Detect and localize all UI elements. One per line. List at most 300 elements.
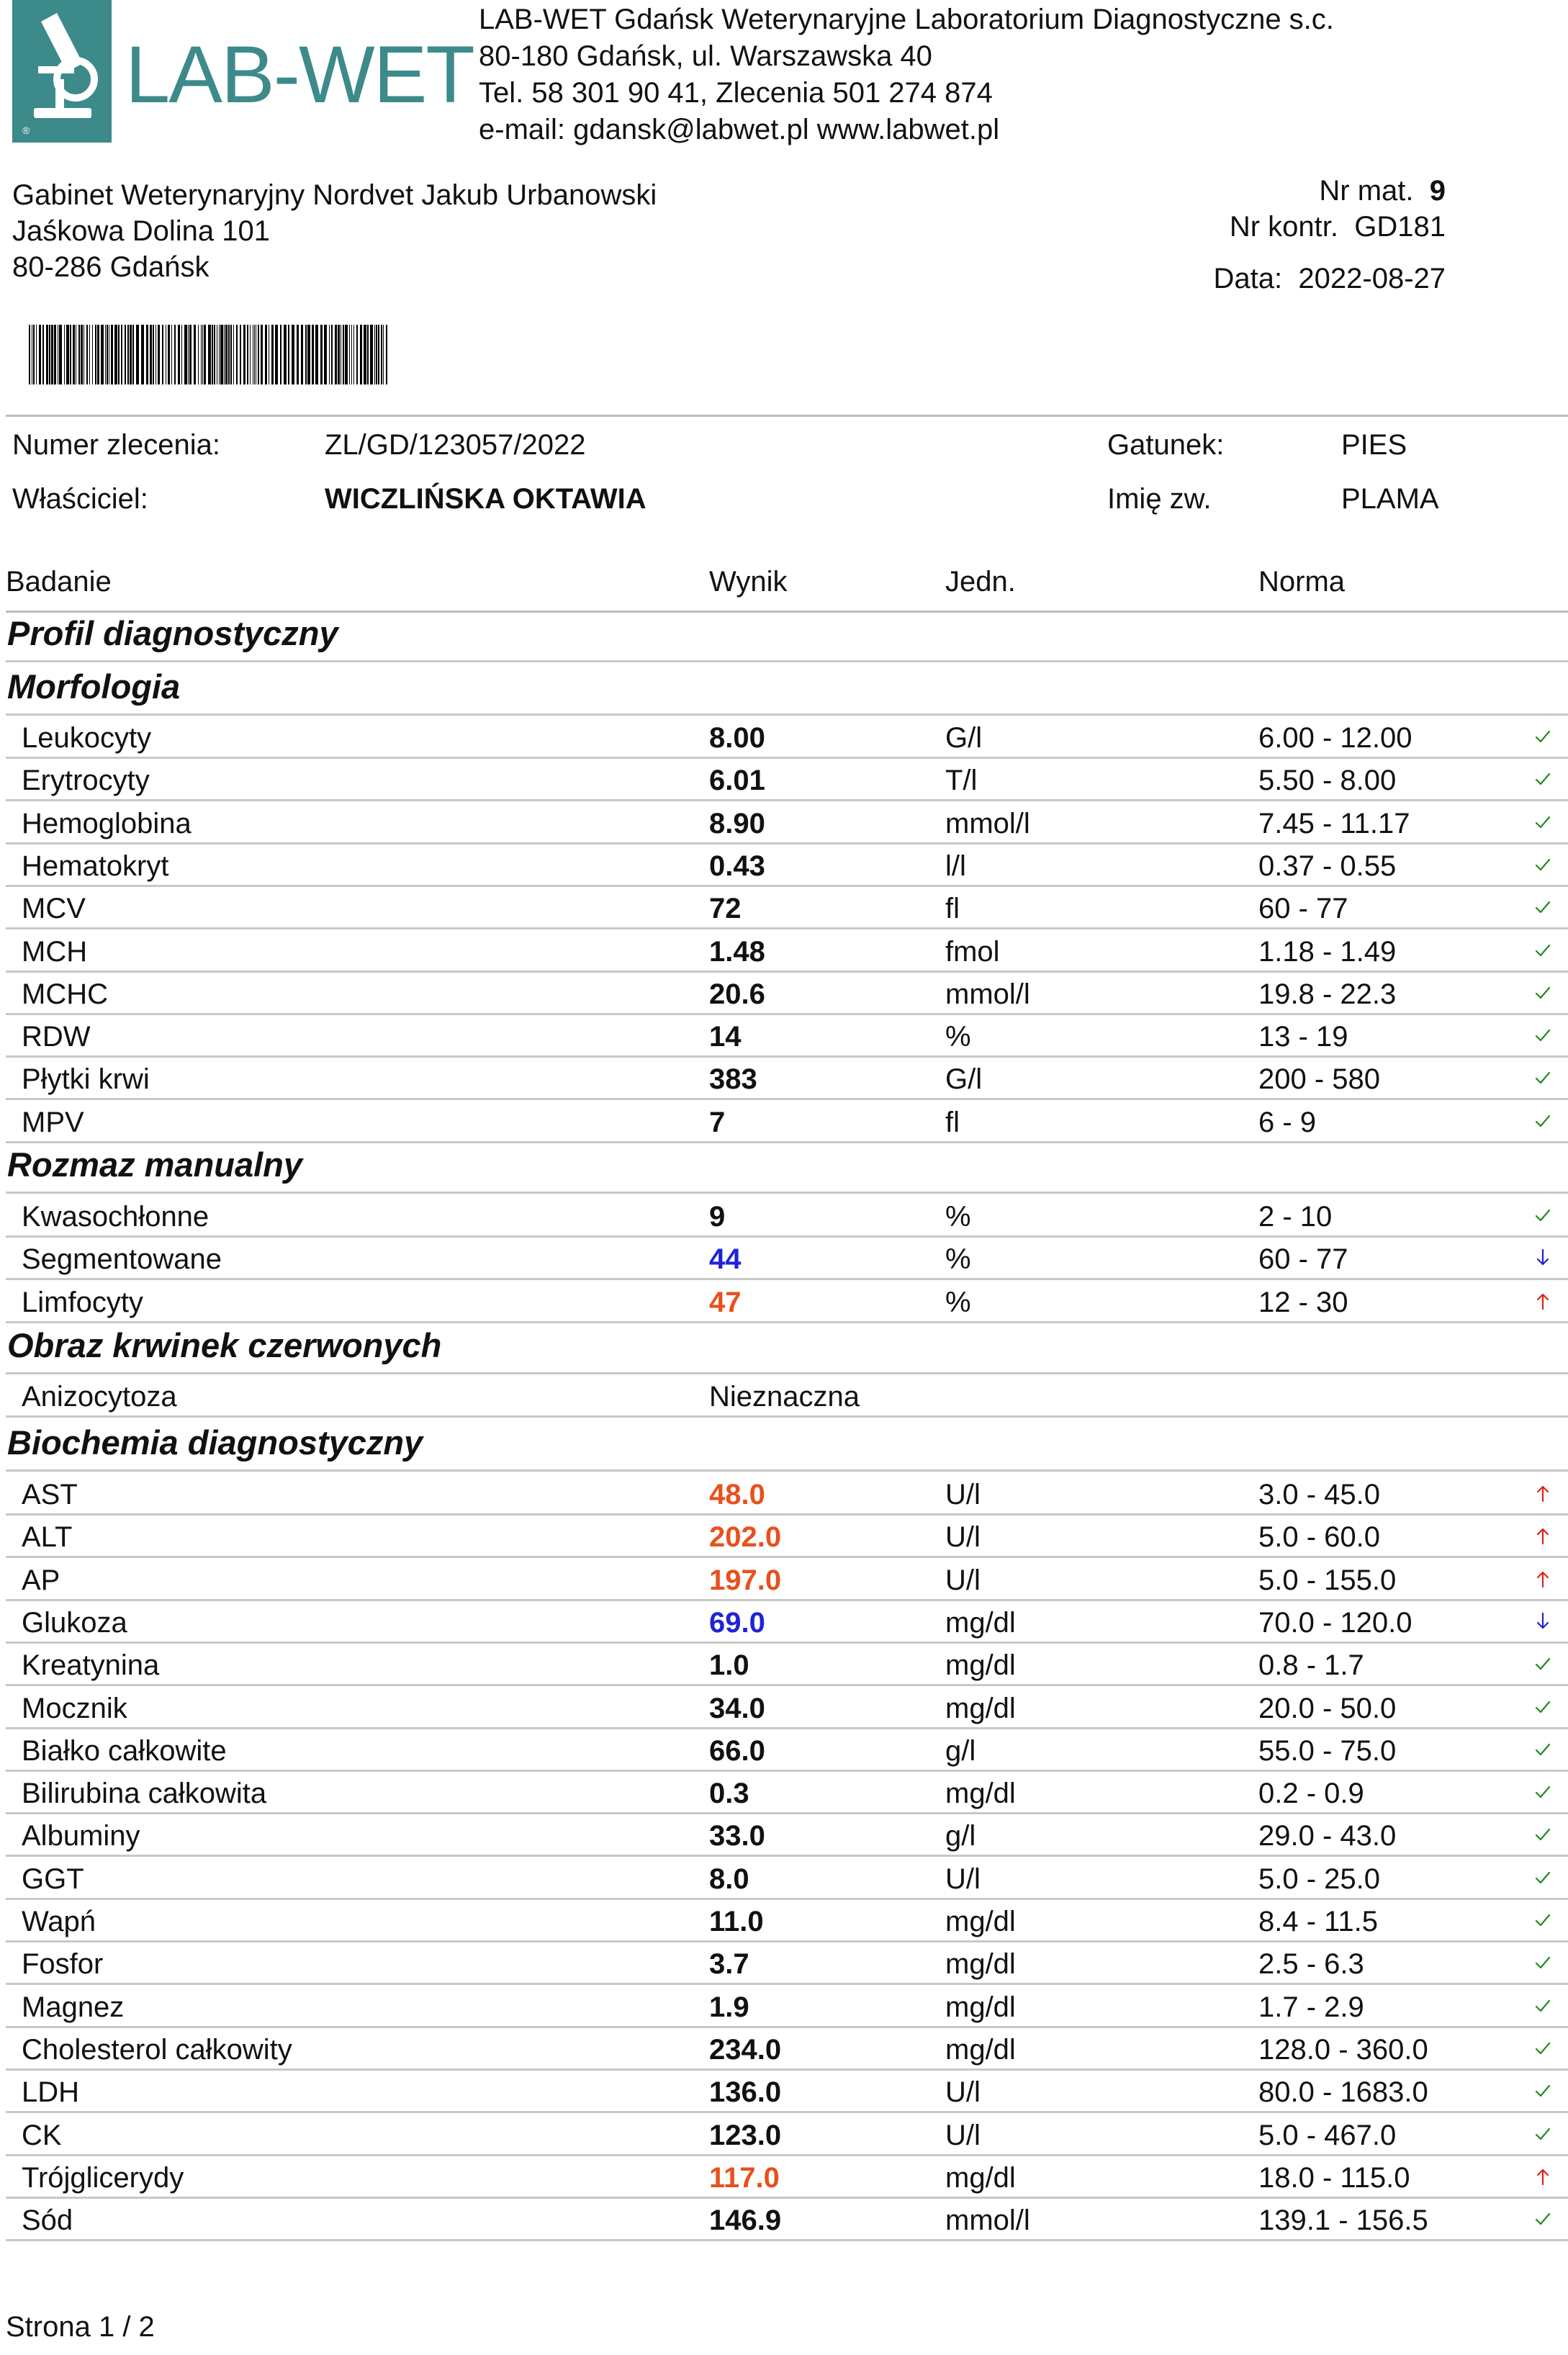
check-icon (1532, 1867, 1554, 1888)
lab-address: 80-180 Gdańsk, ul. Warszawska 40 (479, 40, 932, 72)
table-row (0, 1814, 1568, 1857)
result-value: 34.0 (709, 1692, 765, 1724)
microscope-icon (12, 0, 112, 143)
barcode-bar (381, 325, 382, 384)
barcode-bar (29, 325, 30, 384)
arrow-up-icon (1532, 1568, 1554, 1590)
reference-range: 60 - 77 (1258, 893, 1348, 925)
result-unit: l/l (945, 850, 966, 882)
barcode-bar (356, 325, 358, 384)
table-row (0, 1559, 1568, 1601)
table-row (0, 1238, 1568, 1280)
barcode-bar (212, 325, 213, 384)
date-value: 2022-08-27 (1298, 263, 1446, 294)
result-value: 1.0 (709, 1649, 749, 1682)
reference-range: 2 - 10 (1258, 1201, 1333, 1233)
barcode-bar (275, 325, 278, 384)
test-name: Leukocyty (22, 722, 152, 754)
barcode-bar (184, 325, 187, 384)
result-value: 8.00 (709, 722, 765, 754)
barcode-bar (345, 325, 348, 384)
barcode-bar (86, 325, 88, 384)
arrow-up-icon (1532, 1482, 1554, 1504)
check-icon (1532, 1739, 1554, 1760)
result-unit: U/l (945, 2119, 981, 2151)
reference-range: 7.45 - 11.17 (1258, 807, 1410, 839)
barcode-bar (367, 325, 369, 384)
test-name: Białko całkowite (22, 1734, 227, 1767)
test-name: Hemoglobina (22, 807, 192, 839)
barcode-bar (224, 325, 225, 384)
test-name: Glukoza (22, 1606, 127, 1639)
test-name: Hematokryt (22, 850, 169, 882)
section-title: Profil diagnostyczny (7, 614, 338, 652)
nr-kontr-label: Nr kontr. (1229, 211, 1339, 243)
test-name: Kreatynina (22, 1649, 160, 1682)
result-unit: U/l (945, 1521, 981, 1554)
nr-mat-value: 9 (1429, 175, 1446, 207)
reference-range: 55.0 - 75.0 (1258, 1734, 1397, 1767)
table-row (0, 1101, 1568, 1143)
table-row (0, 2199, 1568, 2241)
row-divider (6, 1141, 1568, 1143)
barcode-bar (114, 325, 117, 384)
result-unit: % (945, 1286, 971, 1318)
reference-range: 12 - 30 (1258, 1286, 1348, 1318)
barcode-bar (202, 325, 203, 384)
barcode-bar (258, 325, 259, 384)
result-value: 33.0 (709, 1820, 765, 1852)
result-unit: mg/dl (945, 1991, 1016, 2023)
barcode-bar (168, 325, 170, 384)
table-row (0, 802, 1568, 845)
result-unit: mmol/l (945, 978, 1030, 1010)
check-icon (1532, 982, 1554, 1004)
barcode-bar (51, 325, 53, 384)
barcode-bar (331, 325, 333, 384)
reference-range: 1.18 - 1.49 (1258, 935, 1397, 968)
check-icon (1532, 1952, 1554, 1973)
barcode-bar (243, 325, 245, 384)
barcode-bar (297, 325, 299, 384)
table-row (0, 759, 1568, 801)
test-name: Segmentowane (22, 1243, 222, 1276)
barcode-bar (315, 325, 318, 384)
check-icon (1532, 2080, 1554, 2102)
barcode-bar (150, 325, 152, 384)
result-value: 197.0 (709, 1564, 782, 1596)
owner-name: WICZLIŃSKA OKTAWIA (325, 483, 646, 515)
barcode-bar (111, 325, 113, 384)
divider (6, 415, 1568, 417)
result-value: 47 (709, 1286, 742, 1318)
arrow-up-icon (1532, 1525, 1554, 1546)
result-unit: mg/dl (945, 1649, 1016, 1682)
result-unit: G/l (945, 1063, 983, 1096)
row-divider (6, 1321, 1568, 1323)
reference-range: 200 - 580 (1258, 1063, 1381, 1096)
barcode (29, 325, 389, 384)
barcode-bar (194, 325, 196, 384)
barcode-bar (383, 325, 384, 384)
barcode-bar (376, 325, 377, 384)
result-unit: mg/dl (945, 1606, 1016, 1639)
col-test: Badanie (6, 566, 112, 598)
check-icon (1532, 1204, 1554, 1226)
check-icon (1532, 1696, 1554, 1718)
check-icon (1532, 2123, 1554, 2145)
barcode-bar (36, 325, 37, 384)
table-row (0, 1516, 1568, 1558)
reference-range: 1.7 - 2.9 (1258, 1991, 1364, 2023)
barcode-bar (188, 325, 189, 384)
check-icon (1532, 2208, 1554, 2230)
barcode-bar (64, 325, 65, 384)
reference-range: 3.0 - 45.0 (1258, 1479, 1381, 1510)
reference-range: 70.0 - 120.0 (1258, 1606, 1412, 1639)
reference-range: 80.0 - 1683.0 (1258, 2076, 1428, 2109)
barcode-bar (247, 325, 248, 384)
check-icon (1532, 1909, 1554, 1931)
result-value: 8.90 (709, 807, 765, 839)
reference-range: 5.0 - 155.0 (1258, 1564, 1397, 1596)
barcode-bar (236, 325, 238, 384)
result-unit: mmol/l (945, 807, 1030, 839)
barcode-bar (204, 325, 206, 384)
reference-range: 5.0 - 60.0 (1258, 1521, 1381, 1554)
check-icon (1532, 896, 1554, 918)
test-name: Mocznik (22, 1692, 127, 1724)
barcode-bar (181, 325, 182, 384)
barcode-bar (360, 325, 362, 384)
check-icon (1532, 1025, 1554, 1046)
row-divider (6, 2239, 1568, 2241)
reference-range: 0.8 - 1.7 (1258, 1649, 1364, 1682)
result-unit: mg/dl (945, 1778, 1016, 1810)
barcode-bar (284, 325, 287, 384)
section-title: Rozmaz manualny (7, 1145, 303, 1184)
result-unit: mg/dl (945, 1692, 1016, 1724)
reference-range: 128.0 - 360.0 (1258, 2033, 1428, 2066)
barcode-bar (261, 325, 263, 384)
result-value: 72 (709, 893, 742, 925)
test-name: MCH (22, 935, 88, 968)
barcode-bar (307, 325, 310, 384)
barcode-bar (305, 325, 307, 384)
barcode-bar (320, 325, 323, 384)
clinic-address (12, 177, 657, 285)
check-icon (1532, 768, 1554, 790)
result-value: 6.01 (709, 765, 765, 797)
barcode-bar (280, 325, 281, 384)
barcode-bar (70, 325, 71, 384)
result-value: Nieznaczna (709, 1381, 860, 1413)
barcode-bar (374, 325, 375, 384)
reference-range: 5.0 - 467.0 (1258, 2119, 1397, 2151)
test-name: Kwasochłonne (22, 1201, 209, 1233)
table-row (0, 1015, 1568, 1058)
barcode-bar (230, 325, 232, 384)
barcode-bar (136, 325, 139, 384)
reference-range: 19.8 - 22.3 (1258, 978, 1397, 1010)
reference-range: 6 - 9 (1258, 1106, 1317, 1138)
table-row (0, 1687, 1568, 1729)
table-row (0, 1058, 1568, 1100)
barcode-bar (39, 325, 41, 384)
result-unit: % (945, 1243, 971, 1276)
reference-range: 139.1 - 156.5 (1258, 2205, 1428, 2237)
test-name: MCV (22, 893, 86, 925)
result-value: 234.0 (709, 2033, 782, 2066)
table-row (0, 1858, 1568, 1900)
table-row (0, 1729, 1568, 1772)
barcode-bar (370, 325, 373, 384)
check-icon (1532, 1995, 1554, 2017)
test-name: ALT (22, 1521, 73, 1554)
lab-email[interactable]: e-mail: gdansk@labwet.pl www.labwet.pl (479, 114, 1000, 145)
barcode-bar (292, 325, 294, 384)
result-value: 0.43 (709, 850, 765, 882)
section-title: Biochemia diagnostyczny (7, 1423, 423, 1462)
col-unit: Jedn. (945, 566, 1016, 598)
barcode-bar (174, 325, 176, 384)
barcode-bar (189, 325, 192, 384)
result-value: 8.0 (709, 1863, 749, 1895)
svg-text:®: ® (22, 125, 30, 136)
result-value: 11.0 (709, 1906, 764, 1937)
barcode-bar (208, 325, 211, 384)
date-label: Data: (1213, 263, 1283, 294)
reference-range: 0.2 - 0.9 (1258, 1778, 1364, 1810)
barcode-bar (132, 325, 134, 384)
barcode-bar (228, 325, 230, 384)
section-title: Morfologia (7, 667, 181, 706)
result-value: 9 (709, 1201, 726, 1233)
barcode-bar (101, 325, 104, 384)
reference-range: 5.50 - 8.00 (1258, 765, 1397, 797)
order-number: ZL/GD/123057/2022 (325, 429, 586, 461)
result-unit: U/l (945, 1863, 981, 1895)
result-unit: U/l (945, 2076, 981, 2109)
col-result: Wynik (709, 566, 788, 598)
result-unit: g/l (945, 1734, 976, 1767)
barcode-bar (73, 325, 75, 384)
table-row (0, 2156, 1568, 2199)
section-divider (6, 1372, 1568, 1374)
test-name: Anizocytoza (22, 1381, 177, 1413)
check-icon (1532, 726, 1554, 747)
table-row (0, 973, 1568, 1015)
owner-label: Właściciel: (12, 483, 148, 515)
table-row (0, 2028, 1568, 2071)
table-row (0, 1942, 1568, 1985)
barcode-bar (254, 325, 255, 384)
result-unit: mg/dl (945, 1948, 1016, 1981)
test-name: MPV (22, 1106, 84, 1138)
result-value: 383 (709, 1063, 757, 1096)
reference-range: 8.4 - 11.5 (1258, 1906, 1379, 1937)
result-unit: U/l (945, 1479, 981, 1510)
barcode-bar (386, 325, 387, 384)
barcode-bar (125, 325, 126, 384)
table-row (0, 2071, 1568, 2113)
reference-range: 29.0 - 43.0 (1258, 1820, 1397, 1852)
test-name: GGT (22, 1863, 84, 1895)
barcode-bar (81, 325, 83, 384)
page-number: Strona 1 / 2 (6, 2311, 155, 2343)
table-row (0, 1986, 1568, 2028)
result-value: 1.48 (709, 935, 765, 968)
result-value: 7 (709, 1106, 726, 1138)
test-name: RDW (22, 1021, 91, 1053)
result-value: 69.0 (709, 1606, 765, 1639)
result-value: 136.0 (709, 2076, 782, 2109)
table-row (0, 1772, 1568, 1814)
barcode-bar (198, 325, 199, 384)
section-title: Obraz krwinek czerwonych (7, 1326, 442, 1364)
test-name: Trójglicerydy (22, 2161, 184, 2194)
barcode-bar (349, 325, 350, 384)
barcode-bar (95, 325, 96, 384)
test-name: Limfocyty (22, 1286, 143, 1318)
barcode-bar (89, 325, 90, 384)
animal-name: PLAMA (1341, 483, 1439, 515)
table-row (0, 1281, 1568, 1323)
test-name: MCHC (22, 978, 108, 1010)
test-name: AP (22, 1564, 60, 1596)
barcode-bar (146, 325, 148, 384)
barcode-bar (49, 325, 50, 384)
result-value: 202.0 (709, 1521, 782, 1554)
lab-logo (12, 0, 112, 143)
table-row (0, 1473, 1568, 1516)
reference-range: 2.5 - 6.3 (1258, 1948, 1364, 1981)
lab-phone: Tel. 58 301 90 41, Zlecenia 501 274 874 (479, 77, 993, 109)
result-unit: % (945, 1021, 971, 1053)
test-name: LDH (22, 2076, 80, 2109)
table-row (0, 887, 1568, 929)
barcode-bar (214, 325, 215, 384)
barcode-bar (59, 325, 62, 384)
barcode-bar (301, 325, 303, 384)
animal-label: Imię zw. (1107, 483, 1212, 515)
test-name: AST (22, 1479, 78, 1510)
section-divider (6, 1192, 1568, 1194)
nr-mat-label: Nr mat. (1319, 175, 1414, 207)
barcode-bar (158, 325, 160, 384)
barcode-bar (343, 325, 344, 384)
result-unit: mg/dl (945, 2161, 1016, 2194)
logo-wordmark: LAB-WET (125, 30, 474, 120)
barcode-bar (364, 325, 366, 384)
result-value: 117.0 (709, 2161, 780, 2194)
barcode-bar (338, 325, 340, 384)
check-icon (1532, 2037, 1554, 2059)
table-row (0, 1195, 1568, 1238)
header-divider (6, 611, 1568, 613)
table-row (0, 1601, 1568, 1644)
barcode-bar (265, 325, 267, 384)
barcode-bar (233, 325, 234, 384)
table-row (0, 930, 1568, 973)
barcode-bar (46, 325, 48, 384)
result-value: 20.6 (709, 978, 765, 1010)
barcode-bar (118, 325, 120, 384)
barcode-bar (92, 325, 93, 384)
col-norm: Norma (1258, 566, 1346, 598)
barcode-bar (250, 325, 251, 384)
table-row (0, 845, 1568, 887)
result-value: 44 (709, 1243, 742, 1276)
barcode-bar (78, 325, 80, 384)
barcode-bar (153, 325, 154, 384)
reference-range: 6.00 - 12.00 (1258, 722, 1412, 754)
check-icon (1532, 854, 1554, 875)
check-icon (1532, 1067, 1554, 1089)
table-row (0, 1900, 1568, 1942)
barcode-bar (33, 325, 35, 384)
test-name: Wapń (22, 1906, 96, 1937)
arrow-up-icon (1532, 2166, 1554, 2187)
table-row (0, 2114, 1568, 2156)
test-name: Albuminy (22, 1820, 140, 1852)
barcode-bar (162, 325, 163, 384)
barcode-bar (335, 325, 337, 384)
reference-range: 60 - 77 (1258, 1243, 1348, 1276)
barcode-bar (288, 325, 289, 384)
check-icon (1532, 1110, 1554, 1132)
table-row (0, 1644, 1568, 1686)
result-value: 66.0 (709, 1734, 765, 1767)
check-icon (1532, 1824, 1554, 1845)
test-name: Cholesterol całkowity (22, 2033, 292, 2066)
test-name: Fosfor (22, 1948, 104, 1981)
barcode-bar (171, 325, 172, 384)
result-unit: U/l (945, 1564, 981, 1596)
arrow-down-icon (1532, 1247, 1554, 1269)
test-name: Magnez (22, 1991, 125, 2023)
result-value: 0.3 (709, 1778, 749, 1810)
barcode-bar (240, 325, 241, 384)
result-unit: fl (945, 893, 960, 925)
clinic-name: Gabinet Weterynaryjny Nordvet Jakub Urbanowski (12, 179, 657, 211)
barcode-bar (130, 325, 132, 384)
section-divider (6, 660, 1568, 662)
barcode-bar (97, 325, 99, 384)
row-divider (6, 1415, 1568, 1418)
result-unit: fl (945, 1106, 960, 1138)
clinic-street: Jaśkowa Dolina 101 (12, 215, 270, 247)
section-divider (6, 713, 1568, 716)
result-unit: fmol (945, 935, 1000, 968)
arrow-down-icon (1532, 1611, 1554, 1632)
reference-range: 18.0 - 115.0 (1258, 2161, 1410, 2194)
barcode-bar (220, 325, 223, 384)
barcode-bar (351, 325, 352, 384)
barcode-bar (141, 325, 144, 384)
lab-contact (479, 1, 1334, 148)
barcode-bar (66, 325, 69, 384)
barcode-bar (312, 325, 314, 384)
result-unit: mg/dl (945, 1906, 1016, 1937)
check-icon (1532, 1653, 1554, 1675)
result-unit: g/l (945, 1820, 976, 1852)
reference-range: 20.0 - 50.0 (1258, 1692, 1397, 1724)
barcode-bar (127, 325, 129, 384)
material-info (1214, 173, 1446, 297)
species-value: PIES (1341, 429, 1407, 461)
lab-name: LAB-WET Gdańsk Weterynaryjne Laboratorium Diagnostyczne s.c. (479, 4, 1334, 35)
